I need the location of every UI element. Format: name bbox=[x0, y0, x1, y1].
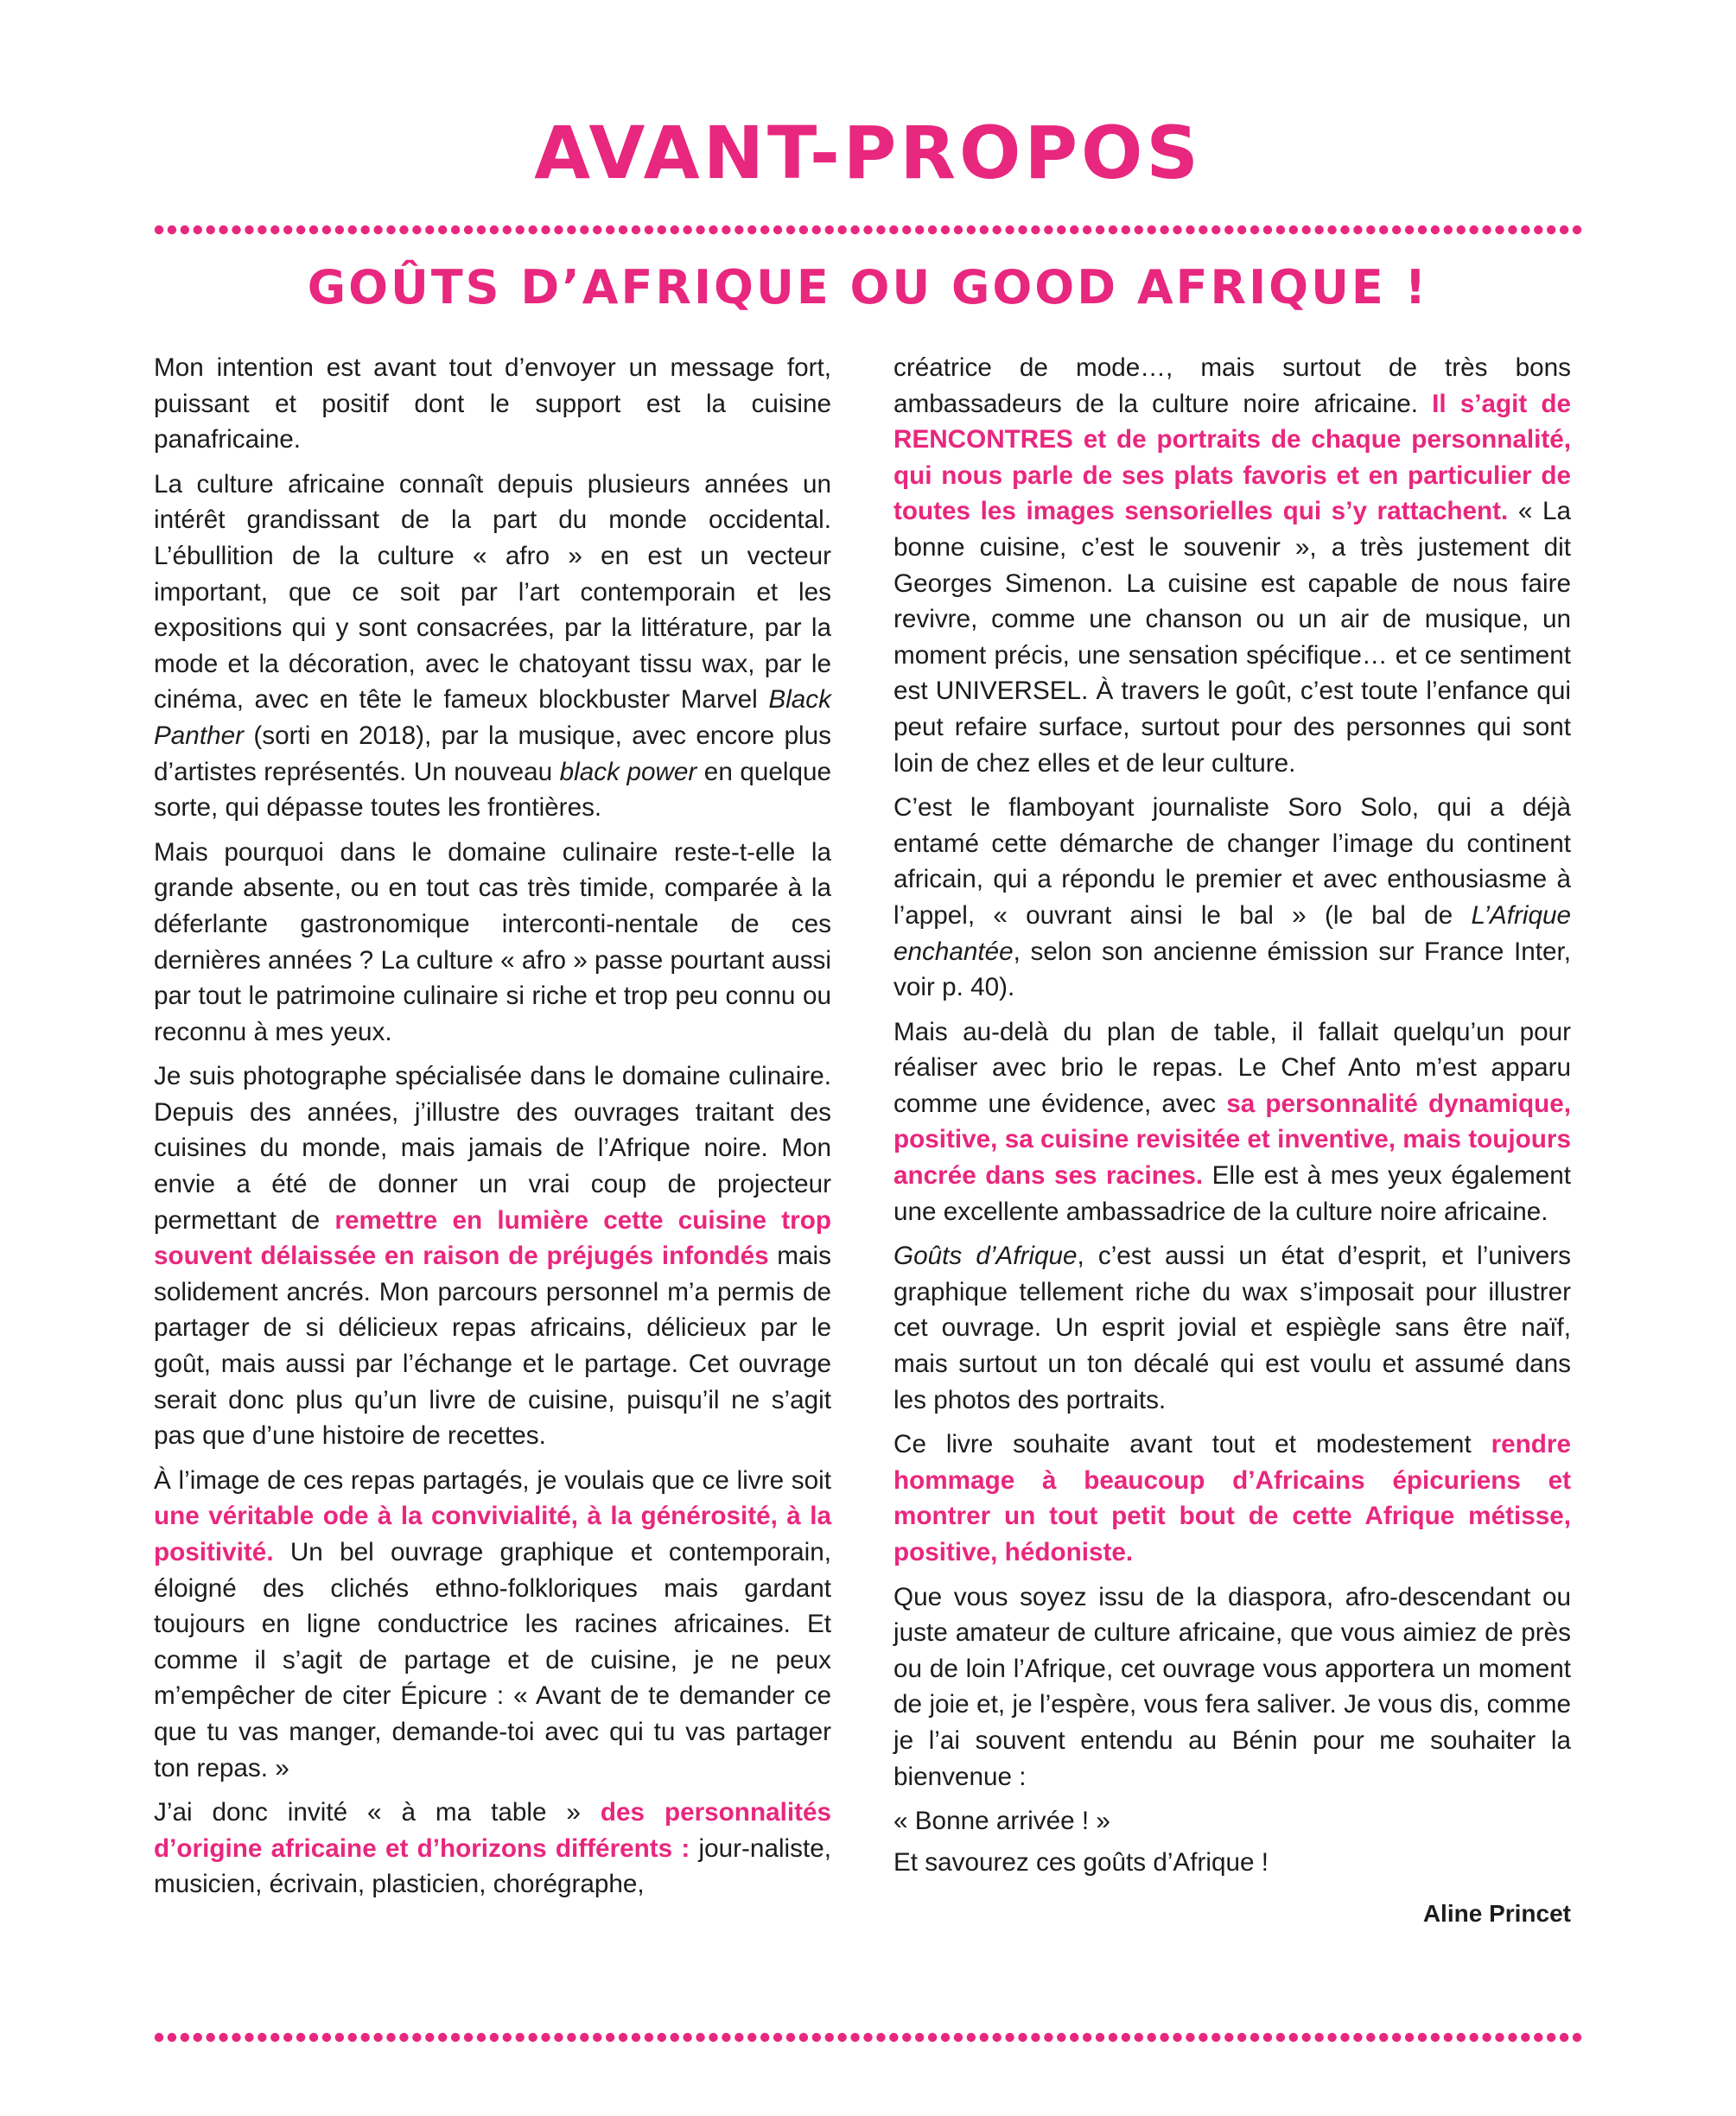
divider-dot bbox=[928, 226, 937, 234]
divider-dot bbox=[1276, 2033, 1285, 2042]
divider-dot bbox=[1521, 226, 1529, 234]
divider-dot bbox=[1302, 2033, 1311, 2042]
paragraph-text: en quelque sorte, qui dépasse toutes les frontières. bbox=[154, 757, 831, 823]
dotted-divider-bottom bbox=[154, 2031, 1582, 2043]
divider-dot bbox=[1495, 2033, 1504, 2042]
divider-dot bbox=[773, 226, 782, 234]
divider-dot bbox=[219, 2033, 227, 2042]
divider-dot bbox=[1353, 226, 1362, 234]
divider-dot bbox=[1431, 2033, 1440, 2042]
divider-dot bbox=[915, 226, 924, 234]
divider-dot bbox=[1160, 226, 1168, 234]
divider-dot bbox=[863, 2033, 872, 2042]
divider-dot bbox=[335, 2033, 344, 2042]
divider-dot bbox=[619, 2033, 627, 2042]
divider-dot bbox=[245, 2033, 253, 2042]
divider-dot bbox=[722, 226, 730, 234]
divider-dot bbox=[296, 226, 305, 234]
divider-dot bbox=[477, 2033, 486, 2042]
divider-dot bbox=[992, 226, 1001, 234]
divider-dot bbox=[399, 226, 408, 234]
divider-dot bbox=[645, 2033, 653, 2042]
divider-dot bbox=[1469, 2033, 1478, 2042]
divider-dot bbox=[773, 2033, 782, 2042]
divider-dot bbox=[1327, 226, 1336, 234]
divider-dot bbox=[1469, 226, 1478, 234]
divider-dot bbox=[168, 2033, 176, 2042]
divider-dot bbox=[477, 226, 486, 234]
divider-dot bbox=[1173, 226, 1181, 234]
divider-dot bbox=[373, 226, 382, 234]
divider-dot bbox=[1005, 2033, 1014, 2042]
divider-dot bbox=[1405, 2033, 1414, 2042]
paragraph-text: « La bonne cuisine, c’est le souvenir », a très justement dit Georges Simenon. La cuisine est capable de nous faire revivre, comme une chanson ou un air de musique, un moment précis, une sensation spécifique… et ce sentiment est UNIVERSEL. À travers le goût, c’est toute l’enfance qui peut refaire surface, surtout pour des personnes qui sont loin de chez elles et de leur culture. bbox=[893, 497, 1572, 778]
paragraph bbox=[893, 1579, 1571, 1795]
divider-dot bbox=[1057, 226, 1065, 234]
divider-dot bbox=[1031, 2033, 1040, 2042]
divider-dot bbox=[181, 226, 189, 234]
divider-dot bbox=[709, 226, 717, 234]
divider-dot bbox=[1482, 2033, 1491, 2042]
divider-dot bbox=[1122, 226, 1130, 234]
divider-dot bbox=[1457, 226, 1466, 234]
film-title: Black Panther bbox=[154, 685, 831, 750]
divider-dot bbox=[1289, 2033, 1298, 2042]
divider-dot bbox=[980, 226, 989, 234]
divider-dot bbox=[1314, 226, 1323, 234]
divider-dot bbox=[412, 226, 421, 234]
divider-dot bbox=[696, 226, 704, 234]
paragraph-text: Mon intention est avant tout d’envoyer un message fort, puissant et positif dont le support est la cuisine panafricaine. bbox=[154, 353, 831, 454]
divider-dot bbox=[1405, 226, 1414, 234]
divider-dot bbox=[1250, 226, 1259, 234]
divider-dot bbox=[902, 2033, 911, 2042]
page-title: AVANT-PROPOS bbox=[534, 111, 1202, 195]
divider-dot bbox=[902, 226, 911, 234]
divider-dot bbox=[786, 226, 795, 234]
divider-dot bbox=[490, 226, 499, 234]
divider-dot bbox=[915, 2033, 924, 2042]
divider-dot bbox=[168, 226, 176, 234]
paragraph-text: , selon son ancienne émission sur France Inter, voir p. 40). bbox=[893, 937, 1571, 1002]
divider-dot bbox=[658, 2033, 666, 2042]
divider-dot bbox=[799, 226, 808, 234]
divider-dot bbox=[593, 226, 601, 234]
paragraph-text: Mais au-delà du plan de table, il fallait quelqu’un pour réaliser avec brio le repas. Le Chef Anto m’est apparu comme une évidence, avec bbox=[893, 1017, 1571, 1118]
paragraph-text: , c’est aussi un état d’esprit, et l’univers graphique tellement riche du wax s’imposait pour illustrer cet ouvrage. Un esprit jovial et espiègle sans être naïf, mais surtout un ton décalé qui est voulu et assumé dans les photos des portraits. bbox=[893, 1242, 1572, 1414]
divider-dot bbox=[425, 226, 434, 234]
divider-dot bbox=[1005, 226, 1014, 234]
divider-dot bbox=[1160, 2033, 1168, 2042]
paragraph-text: La culture africaine connaît depuis plusieurs années un intérêt grandissant de la part du monde occidental. L’ébullition de la culture « afro » en est un vecteur important, que ce soit par l’art contemporain et les expositions qui y sont consacrées, par la littérature, par la mode et la décoration, avec le chatoyant tissu wax, par le cinéma, avec en tête le fameux blockbuster Marvel bbox=[154, 469, 831, 715]
paragraph-text: J’ai donc invité « à ma table » bbox=[154, 1798, 601, 1827]
divider-dot bbox=[863, 226, 872, 234]
divider-dot bbox=[1508, 226, 1517, 234]
divider-dot bbox=[850, 226, 859, 234]
divider-dot bbox=[322, 226, 331, 234]
divider-dot bbox=[1135, 226, 1143, 234]
paragraph-text: Et savourez ces goûts d’Afrique ! bbox=[893, 1847, 1269, 1877]
divider-dot bbox=[747, 226, 756, 234]
divider-dot bbox=[722, 2033, 730, 2042]
divider-dot bbox=[528, 226, 537, 234]
divider-dot bbox=[1044, 226, 1052, 234]
divider-dot bbox=[194, 226, 202, 234]
paragraph-text: À l’image de ces repas partagés, je voulais que ce livre soit bbox=[154, 1465, 831, 1495]
divider-dot bbox=[1109, 2033, 1117, 2042]
divider-dot bbox=[825, 2033, 834, 2042]
divider-dot bbox=[386, 2033, 395, 2042]
paragraph-text: Je suis photographe spécialisée dans le domaine culinaire. Depuis des années, j’illustre des ouvrages traitant des cuisines du monde, mais jamais de l’Afrique noire. Mon envie a été de donner un vrai coup de projecteur permettant de bbox=[154, 1062, 831, 1235]
divider-dot bbox=[1173, 2033, 1181, 2042]
divider-dot bbox=[1224, 226, 1233, 234]
divider-dot bbox=[1018, 226, 1027, 234]
divider-dot bbox=[309, 2033, 318, 2042]
paragraph-text: (sorti en 2018), par la musique, avec encore plus d’artistes représentés. Un nouveau bbox=[154, 721, 831, 786]
divider-dot bbox=[580, 226, 588, 234]
divider-dot bbox=[967, 2033, 976, 2042]
divider-dot bbox=[658, 226, 666, 234]
paragraph-text: Elle est à mes yeux également une excellente ambassadrice de la culture noire africaine. bbox=[893, 1161, 1571, 1226]
divider-dot bbox=[992, 2033, 1001, 2042]
divider-dot bbox=[1057, 2033, 1065, 2042]
paragraph-text: « Bonne arrivée ! » bbox=[893, 1807, 1110, 1836]
divider-dot bbox=[683, 2033, 691, 2042]
divider-dot bbox=[516, 226, 525, 234]
divider-dot bbox=[490, 2033, 499, 2042]
divider-dot bbox=[270, 2033, 279, 2042]
highlight-text: sa personnalité dynamique, positive, sa cuisine revisitée et inventive, mais toujours ancrée dans ses racines. bbox=[893, 1089, 1571, 1191]
divider-dot bbox=[734, 2033, 743, 2042]
divider-dot bbox=[799, 2033, 808, 2042]
highlight-text: rendre hommage à beaucoup d’Africains épicuriens et montrer un tout petit bout de cette Afrique métisse, positive, hédoniste. bbox=[893, 1430, 1571, 1566]
divider-dot bbox=[283, 226, 292, 234]
divider-dot bbox=[786, 2033, 795, 2042]
paragraph-text: Que vous soyez issu de la diaspora, afro-descendant ou juste amateur de culture africaine, que vous aimiez de près ou de loin l’Afrique, cet ouvrage vous apportera un moment de joie et, je l’espère, vous fera saliver. Je vous dis, comme je l’ai souvent entendu au Bénin pour me souhaiter la bienvenue : bbox=[893, 1582, 1571, 1791]
divider-dot bbox=[709, 2033, 717, 2042]
paragraph bbox=[893, 350, 1571, 781]
divider-dot bbox=[1560, 226, 1568, 234]
divider-dot bbox=[1547, 226, 1555, 234]
divider-dot bbox=[606, 226, 614, 234]
divider-dot bbox=[451, 2033, 460, 2042]
divider-dot bbox=[232, 226, 240, 234]
paragraph bbox=[893, 1014, 1571, 1230]
book-title: Goûts d’Afrique bbox=[893, 1242, 1078, 1271]
divider-dot bbox=[1521, 2033, 1529, 2042]
paragraph-text: créatrice de mode…, mais surtout de très bons ambassadeurs de la culture noire africaine. bbox=[893, 353, 1571, 418]
divider-dot bbox=[1366, 2033, 1375, 2042]
italic-phrase: black power bbox=[559, 757, 697, 786]
divider-dot bbox=[567, 226, 575, 234]
divider-dot bbox=[464, 2033, 473, 2042]
divider-dot bbox=[155, 2033, 163, 2042]
divider-dot bbox=[1044, 2033, 1052, 2042]
divider-dot bbox=[1431, 226, 1440, 234]
divider-dot bbox=[1444, 2033, 1453, 2042]
divider-dot bbox=[1573, 2033, 1581, 2042]
divider-dot bbox=[671, 2033, 679, 2042]
divider-dot bbox=[1224, 2033, 1233, 2042]
divider-dot bbox=[941, 226, 950, 234]
divider-dot bbox=[1302, 226, 1311, 234]
divider-dot bbox=[954, 2033, 963, 2042]
divider-dot bbox=[1379, 2033, 1388, 2042]
divider-dot bbox=[1135, 2033, 1143, 2042]
divider-dot bbox=[1457, 2033, 1466, 2042]
paragraph-text: mais solidement ancrés. Mon parcours personnel m’a permis de partager de si délicieux repas africains, délicieux par le goût, mais aussi par l’échange et le partage. Cet ouvrage serait donc plus qu’un livre de cuisine, puisqu’il ne s’agit pas que d’une histoire de recettes. bbox=[154, 1242, 831, 1451]
divider-dot bbox=[837, 226, 846, 234]
paragraph bbox=[893, 790, 1571, 1006]
paragraph-text: jour-naliste, musicien, écrivain, plasticien, chorégraphe, bbox=[154, 1833, 831, 1899]
divider-dot bbox=[322, 2033, 331, 2042]
divider-dot bbox=[1211, 2033, 1220, 2042]
divider-dot bbox=[1237, 2033, 1246, 2042]
divider-dot bbox=[606, 2033, 614, 2042]
divider-dot bbox=[360, 226, 369, 234]
divider-dot bbox=[1289, 226, 1298, 234]
paragraph bbox=[893, 1427, 1571, 1570]
divider-dot bbox=[1418, 2033, 1427, 2042]
paragraph bbox=[893, 1845, 1571, 1881]
divider-dot bbox=[503, 226, 512, 234]
divider-dot bbox=[1366, 226, 1375, 234]
divider-dot bbox=[1353, 2033, 1362, 2042]
divider-dot bbox=[671, 226, 679, 234]
divider-dot bbox=[528, 2033, 537, 2042]
divider-dot bbox=[1547, 2033, 1555, 2042]
divider-dot bbox=[1340, 2033, 1349, 2042]
divider-dot bbox=[1031, 226, 1040, 234]
divider-dot bbox=[1250, 2033, 1259, 2042]
paragraph bbox=[893, 1803, 1571, 1840]
divider-dot bbox=[194, 2033, 202, 2042]
highlight-text: Il s’agit de RENCONTRES et de portraits de chaque personnalité, qui nous parle de ses plats favoris et en particulier de toutes les images sensorielles qui s’y rattachent. bbox=[893, 389, 1571, 526]
divider-dot bbox=[812, 2033, 821, 2042]
divider-dot bbox=[954, 226, 963, 234]
dotted-divider-top bbox=[154, 224, 1582, 236]
divider-dot bbox=[155, 226, 163, 234]
paragraph bbox=[154, 467, 831, 826]
left-column bbox=[154, 350, 831, 1911]
divider-dot bbox=[632, 226, 640, 234]
divider-dot bbox=[645, 226, 653, 234]
highlight-text: des personnalités d’origine africaine et d’horizons différents : bbox=[154, 1798, 831, 1863]
divider-dot bbox=[889, 226, 898, 234]
divider-dot bbox=[1211, 226, 1220, 234]
divider-dot bbox=[206, 226, 214, 234]
divider-dot bbox=[1237, 226, 1246, 234]
divider-dot bbox=[360, 2033, 369, 2042]
divider-dot bbox=[889, 2033, 898, 2042]
divider-dot bbox=[1534, 226, 1542, 234]
divider-dot bbox=[1199, 2033, 1207, 2042]
show-title: L’Afrique enchantée bbox=[893, 900, 1571, 966]
page-subtitle: GOÛTS D’AFRIQUE OU GOOD AFRIQUE ! bbox=[307, 260, 1429, 315]
divider-dot bbox=[683, 226, 691, 234]
divider-dot bbox=[1508, 2033, 1517, 2042]
divider-dot bbox=[1122, 2033, 1130, 2042]
divider-dot bbox=[296, 2033, 305, 2042]
divider-dot bbox=[812, 226, 821, 234]
right-column bbox=[893, 350, 1571, 1932]
divider-dot bbox=[825, 226, 834, 234]
divider-dot bbox=[1327, 2033, 1336, 2042]
divider-dot bbox=[438, 2033, 447, 2042]
divider-dot bbox=[386, 226, 395, 234]
divider-dot bbox=[541, 226, 550, 234]
divider-dot bbox=[348, 2033, 357, 2042]
paragraph-text: Un bel ouvrage graphique et contemporain, éloigné des clichés ethno-folkloriques mais gardant toujours en ligne conductrice les racines africaines. Et comme il s’agit de partage et de cuisine, je ne peux m’empêcher de citer Épicure : « Avant de te demander ce que tu vas manger, demande-toi avec qui tu vas partager ton repas. » bbox=[154, 1538, 831, 1782]
divider-dot bbox=[335, 226, 344, 234]
divider-dot bbox=[928, 2033, 937, 2042]
divider-dot bbox=[1444, 226, 1453, 234]
divider-dot bbox=[1148, 2033, 1156, 2042]
divider-dot bbox=[1109, 226, 1117, 234]
divider-dot bbox=[1083, 2033, 1091, 2042]
divider-dot bbox=[1096, 226, 1104, 234]
divider-dot bbox=[1263, 2033, 1272, 2042]
highlight-text: remettre en lumière cette cuisine trop souvent délaissée en raison de préjugés infondés bbox=[154, 1205, 831, 1271]
divider-dot bbox=[516, 2033, 525, 2042]
divider-dot bbox=[283, 2033, 292, 2042]
divider-dot bbox=[967, 226, 976, 234]
paragraph bbox=[154, 1795, 831, 1903]
divider-dot bbox=[245, 226, 253, 234]
divider-dot bbox=[541, 2033, 550, 2042]
divider-dot bbox=[941, 2033, 950, 2042]
paragraph bbox=[154, 835, 831, 1051]
divider-dot bbox=[1186, 226, 1194, 234]
divider-dot bbox=[876, 226, 885, 234]
divider-dot bbox=[1148, 226, 1156, 234]
divider-dot bbox=[373, 2033, 382, 2042]
divider-dot bbox=[232, 2033, 240, 2042]
divider-dot bbox=[696, 2033, 704, 2042]
divider-dot bbox=[1314, 2033, 1323, 2042]
paragraph-text: C’est le flamboyant journaliste Soro Solo, qui a déjà entamé cette démarche de changer l’image du continent africain, qui a répondu le premier et avec enthousiasme à l’appel, « ouvrant ainsi le bal » (le bal de bbox=[893, 793, 1571, 930]
divider-dot bbox=[1070, 2033, 1078, 2042]
divider-dot bbox=[1379, 226, 1388, 234]
divider-dot bbox=[1186, 2033, 1194, 2042]
divider-dot bbox=[1392, 2033, 1401, 2042]
divider-dot bbox=[747, 2033, 756, 2042]
divider-dot bbox=[464, 226, 473, 234]
divider-dot bbox=[1573, 226, 1581, 234]
divider-dot bbox=[580, 2033, 588, 2042]
divider-dot bbox=[348, 226, 357, 234]
divider-dot bbox=[1083, 226, 1091, 234]
divider-dot bbox=[399, 2033, 408, 2042]
divider-dot bbox=[837, 2033, 846, 2042]
divider-dot bbox=[876, 2033, 885, 2042]
divider-dot bbox=[850, 2033, 859, 2042]
divider-dot bbox=[451, 226, 460, 234]
divider-dot bbox=[619, 226, 627, 234]
divider-dot bbox=[1495, 226, 1504, 234]
paragraph bbox=[893, 1238, 1571, 1418]
divider-dot bbox=[258, 226, 266, 234]
divider-dot bbox=[206, 2033, 214, 2042]
paragraph bbox=[154, 1463, 831, 1786]
divider-dot bbox=[554, 226, 563, 234]
paragraph-text: Ce livre souhaite avant tout et modestement bbox=[893, 1430, 1491, 1459]
divider-dot bbox=[270, 226, 279, 234]
divider-dot bbox=[1560, 2033, 1568, 2042]
divider-dot bbox=[632, 2033, 640, 2042]
paragraph bbox=[154, 1058, 831, 1454]
paragraph-text: Mais pourquoi dans le domaine culinaire reste-t-elle la grande absente, ou en tout cas très timide, comparée à la déferlante gastronomique interconti-nentale de ces dernières années ? La culture « afro » passe pourtant aussi par tout le patrimoine culinaire si riche et trop peu connu ou reconnu à mes yeux. bbox=[154, 837, 831, 1046]
divider-dot bbox=[1070, 226, 1078, 234]
divider-dot bbox=[1534, 2033, 1542, 2042]
divider-dot bbox=[760, 2033, 769, 2042]
divider-dot bbox=[1340, 226, 1349, 234]
divider-dot bbox=[980, 2033, 989, 2042]
divider-dot bbox=[309, 226, 318, 234]
divider-dot bbox=[1418, 226, 1427, 234]
divider-dot bbox=[1392, 226, 1401, 234]
divider-dot bbox=[567, 2033, 575, 2042]
divider-dot bbox=[1276, 226, 1285, 234]
divider-dot bbox=[1018, 2033, 1027, 2042]
divider-dot bbox=[593, 2033, 601, 2042]
divider-dot bbox=[1482, 226, 1491, 234]
divider-dot bbox=[1096, 2033, 1104, 2042]
divider-dot bbox=[554, 2033, 563, 2042]
divider-dot bbox=[734, 226, 743, 234]
highlight-text: une véritable ode à la convivialité, à la générosité, à la positivité. bbox=[154, 1502, 831, 1566]
divider-dot bbox=[219, 226, 227, 234]
paragraph bbox=[154, 350, 831, 458]
divider-dot bbox=[181, 2033, 189, 2042]
divider-dot bbox=[503, 2033, 512, 2042]
divider-dot bbox=[1263, 226, 1272, 234]
divider-dot bbox=[412, 2033, 421, 2042]
divider-dot bbox=[438, 226, 447, 234]
divider-dot bbox=[760, 226, 769, 234]
divider-dot bbox=[258, 2033, 266, 2042]
divider-dot bbox=[1199, 226, 1207, 234]
author-signature: Aline Princet bbox=[1422, 1900, 1571, 1928]
divider-dot bbox=[425, 2033, 434, 2042]
